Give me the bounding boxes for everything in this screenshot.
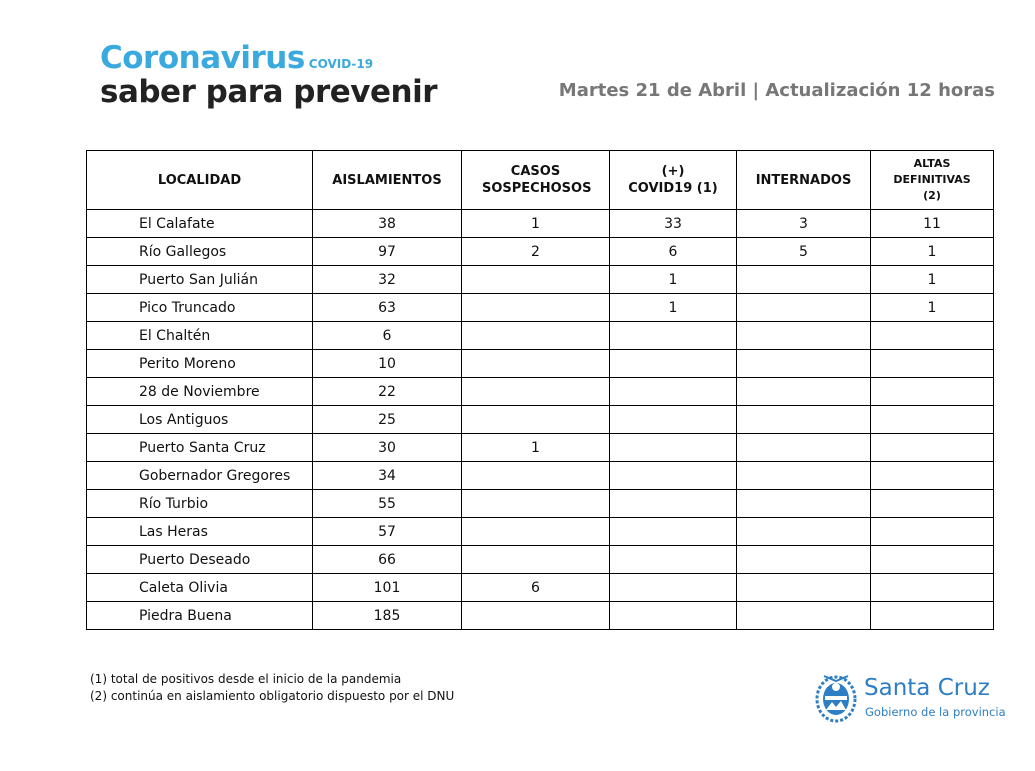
cell-covid19: 33 — [610, 210, 737, 238]
cell-localidad: Gobernador Gregores — [87, 462, 313, 490]
cell-localidad: Caleta Olivia — [87, 574, 313, 602]
table-row — [87, 378, 994, 406]
cell-casos-sospechosos: 1 — [462, 434, 610, 462]
cell-altas-definitivas: 1 — [871, 238, 994, 266]
cell-altas-definitivas — [871, 462, 994, 490]
cell-internados: 3 — [737, 210, 871, 238]
cell-internados — [737, 322, 871, 350]
table-row — [87, 574, 994, 602]
footnote-1: (1) total de positivos desde el inicio de la pandemia — [90, 672, 402, 686]
cell-casos-sospechosos — [462, 462, 610, 490]
cell-localidad: 28 de Noviembre — [87, 378, 313, 406]
report-date: Martes 21 de Abril | Actualización 12 horas — [558, 80, 995, 101]
cell-internados — [737, 462, 871, 490]
cell-covid19 — [610, 546, 737, 574]
cell-localidad: Piedra Buena — [87, 602, 313, 630]
cell-internados — [737, 406, 871, 434]
table-header-row — [87, 151, 994, 210]
cell-aislamientos: 55 — [313, 490, 462, 518]
cell-casos-sospechosos — [462, 350, 610, 378]
cell-casos-sospechosos — [462, 602, 610, 630]
table-row — [87, 602, 994, 630]
cell-aislamientos: 25 — [313, 406, 462, 434]
table-row — [87, 238, 994, 266]
cell-internados — [737, 266, 871, 294]
cell-internados — [737, 434, 871, 462]
province-brand — [814, 672, 1014, 728]
brand-name: Santa Cruz — [864, 675, 990, 701]
cell-altas-definitivas — [871, 434, 994, 462]
cell-casos-sospechosos — [462, 322, 610, 350]
cell-aislamientos: 57 — [313, 518, 462, 546]
footnote-2: (2) continúa en aislamiento obligatorio dispuesto por el DNU — [90, 689, 455, 703]
cell-altas-definitivas — [871, 602, 994, 630]
logo-tag: COVID-19 — [308, 57, 374, 71]
cell-localidad: Puerto San Julián — [87, 266, 313, 294]
cases-table — [86, 150, 994, 630]
cell-casos-sospechosos — [462, 294, 610, 322]
column-header-localidad: LOCALIDAD — [87, 151, 313, 210]
cell-localidad: El Calafate — [87, 210, 313, 238]
cell-covid19 — [610, 322, 737, 350]
cell-localidad: Río Turbio — [87, 490, 313, 518]
cell-casos-sospechosos — [462, 378, 610, 406]
cell-aislamientos: 6 — [313, 322, 462, 350]
cell-localidad: Pico Truncado — [87, 294, 313, 322]
cell-localidad: Puerto Santa Cruz — [87, 434, 313, 462]
cell-aislamientos: 38 — [313, 210, 462, 238]
table-row — [87, 322, 994, 350]
cell-covid19 — [610, 350, 737, 378]
logo-subtitle: saber para prevenir — [100, 74, 437, 110]
cell-internados — [737, 602, 871, 630]
cell-altas-definitivas — [871, 518, 994, 546]
footnotes — [90, 671, 454, 705]
cell-aislamientos: 97 — [313, 238, 462, 266]
cell-altas-definitivas — [871, 406, 994, 434]
cell-altas-definitivas — [871, 574, 994, 602]
cell-covid19 — [610, 518, 737, 546]
cell-covid19 — [610, 490, 737, 518]
cell-casos-sospechosos — [462, 266, 610, 294]
table-row — [87, 462, 994, 490]
cell-localidad: Perito Moreno — [87, 350, 313, 378]
cell-casos-sospechosos: 6 — [462, 574, 610, 602]
cell-aislamientos: 10 — [313, 350, 462, 378]
cell-casos-sospechosos: 2 — [462, 238, 610, 266]
cell-altas-definitivas: 1 — [871, 294, 994, 322]
logo-title: Coronavirus — [100, 40, 305, 76]
table-row — [87, 350, 994, 378]
table-body — [87, 210, 994, 630]
column-header-covid19: (+) COVID19 (1) — [610, 151, 737, 210]
table-row — [87, 518, 994, 546]
cell-covid19 — [610, 434, 737, 462]
cell-internados — [737, 378, 871, 406]
cell-localidad: Las Heras — [87, 518, 313, 546]
cell-casos-sospechosos — [462, 406, 610, 434]
province-seal-icon — [814, 672, 858, 724]
cell-localidad: Los Antiguos — [87, 406, 313, 434]
cell-internados — [737, 490, 871, 518]
cell-altas-definitivas: 1 — [871, 266, 994, 294]
column-header-casos-sospechosos: CASOS SOSPECHOSOS — [462, 151, 610, 210]
table-row — [87, 266, 994, 294]
cell-aislamientos: 32 — [313, 266, 462, 294]
cell-altas-definitivas — [871, 378, 994, 406]
cell-aislamientos: 34 — [313, 462, 462, 490]
cell-aislamientos: 185 — [313, 602, 462, 630]
cell-internados — [737, 574, 871, 602]
cell-aislamientos: 30 — [313, 434, 462, 462]
table-row — [87, 406, 994, 434]
column-header-internados: INTERNADOS — [737, 151, 871, 210]
column-header-aislamientos: AISLAMIENTOS — [313, 151, 462, 210]
cell-localidad: El Chaltén — [87, 322, 313, 350]
cell-casos-sospechosos — [462, 518, 610, 546]
cell-internados: 5 — [737, 238, 871, 266]
cell-internados — [737, 294, 871, 322]
cell-altas-definitivas — [871, 546, 994, 574]
cell-aislamientos: 101 — [313, 574, 462, 602]
cell-casos-sospechosos — [462, 490, 610, 518]
column-header-altas-definitivas: ALTAS DEFINITIVAS (2) — [871, 151, 994, 210]
cell-internados — [737, 350, 871, 378]
cell-altas-definitivas: 11 — [871, 210, 994, 238]
cell-covid19: 1 — [610, 294, 737, 322]
cell-casos-sospechosos — [462, 546, 610, 574]
cell-covid19: 1 — [610, 266, 737, 294]
campaign-logo-title — [100, 40, 373, 76]
cell-internados — [737, 518, 871, 546]
cell-covid19 — [610, 378, 737, 406]
cell-internados — [737, 546, 871, 574]
cell-covid19 — [610, 602, 737, 630]
cell-aislamientos: 22 — [313, 378, 462, 406]
table-row — [87, 490, 994, 518]
table-row — [87, 546, 994, 574]
cell-covid19 — [610, 406, 737, 434]
cell-casos-sospechosos: 1 — [462, 210, 610, 238]
table-row — [87, 210, 994, 238]
cell-covid19 — [610, 462, 737, 490]
cell-covid19 — [610, 574, 737, 602]
cell-aislamientos: 66 — [313, 546, 462, 574]
cell-altas-definitivas — [871, 350, 994, 378]
table-row — [87, 294, 994, 322]
cell-covid19: 6 — [610, 238, 737, 266]
cell-localidad: Río Gallegos — [87, 238, 313, 266]
cell-altas-definitivas — [871, 322, 994, 350]
brand-subtitle: Gobierno de la provincia — [865, 705, 1006, 719]
cell-localidad: Puerto Deseado — [87, 546, 313, 574]
table-row — [87, 434, 994, 462]
cell-aislamientos: 63 — [313, 294, 462, 322]
cell-altas-definitivas — [871, 490, 994, 518]
